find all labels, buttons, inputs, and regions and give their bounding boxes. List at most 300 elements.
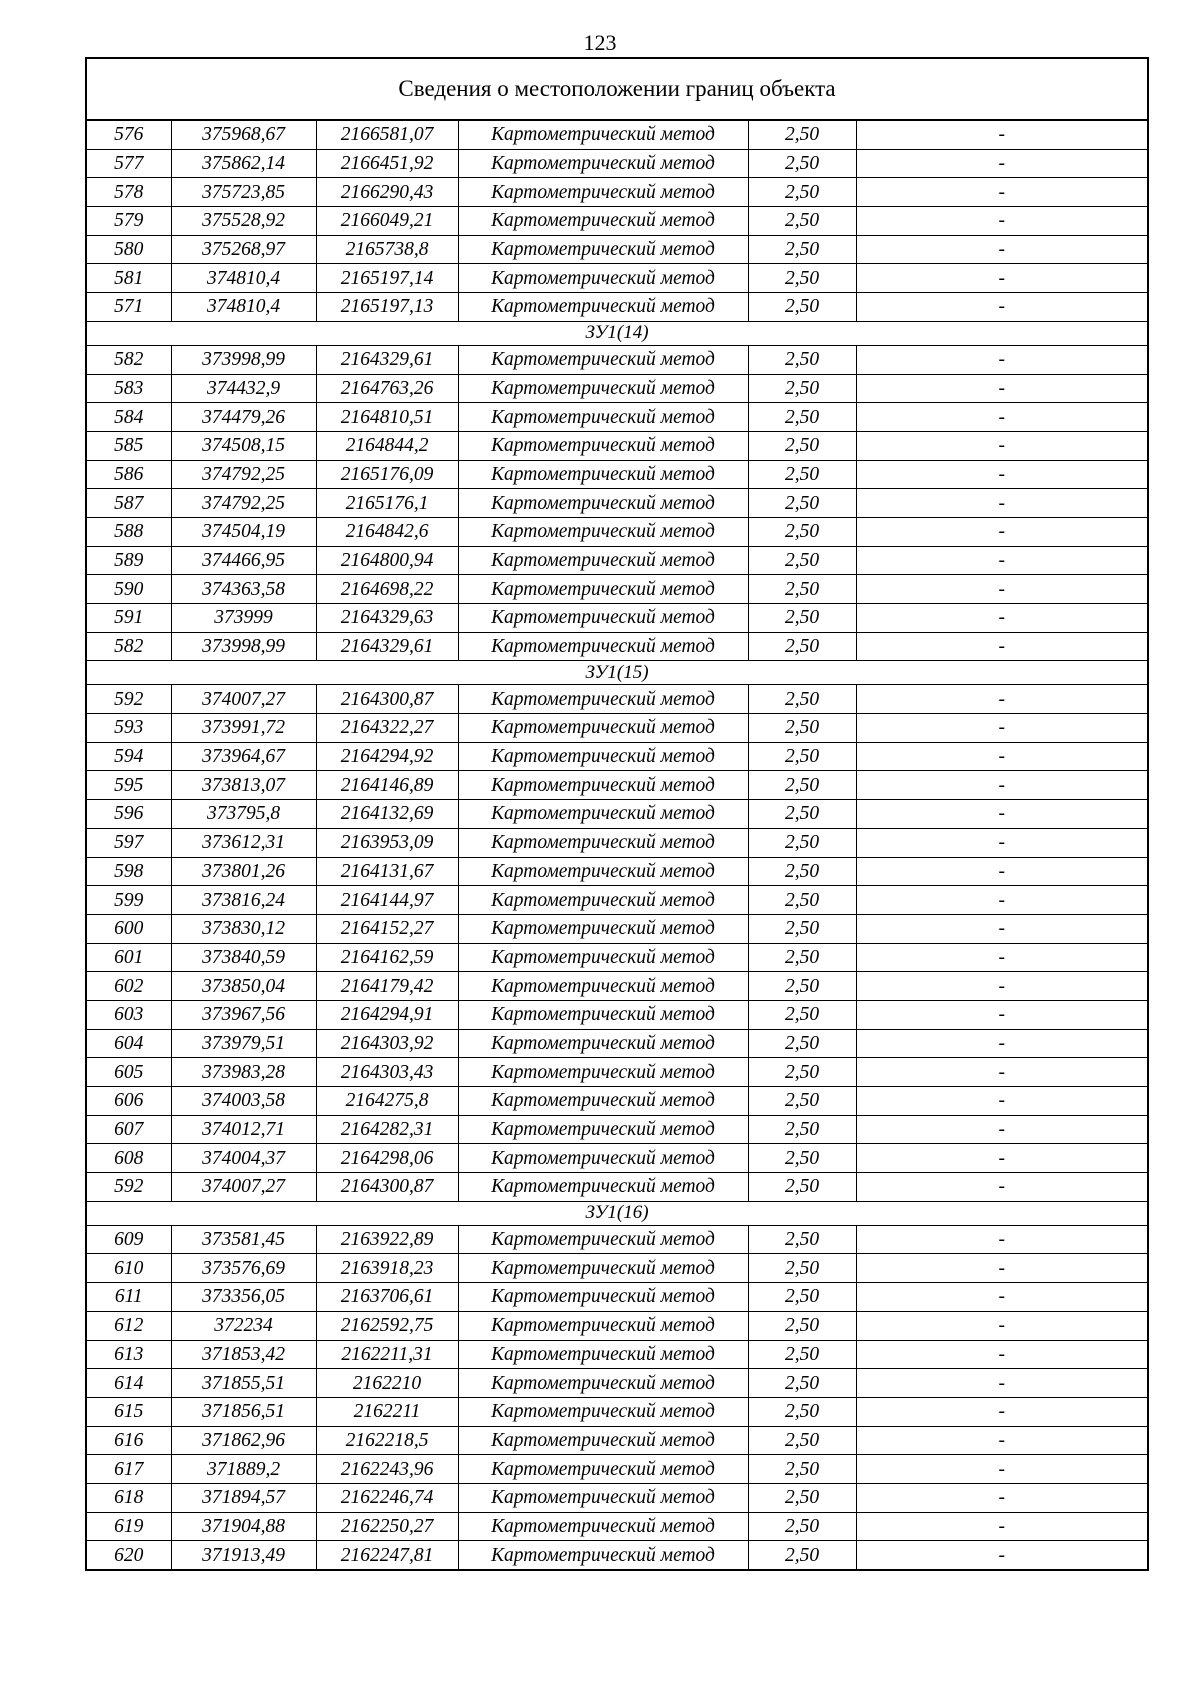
description-cell: - <box>856 972 1148 1001</box>
y-coordinate-cell: 2162211 <box>316 1397 458 1426</box>
method-cell: Картометрический метод <box>458 604 748 633</box>
table-row <box>86 1541 1148 1570</box>
table-row <box>86 1225 1148 1254</box>
table-row <box>86 604 1148 633</box>
x-coordinate-cell: 373795,8 <box>171 800 316 829</box>
description-cell: - <box>856 886 1148 915</box>
point-number-cell: 587 <box>86 489 171 518</box>
group-header-row <box>86 1201 1148 1225</box>
table-row <box>86 914 1148 943</box>
table-row <box>86 374 1148 403</box>
description-cell: - <box>856 1029 1148 1058</box>
y-coordinate-cell: 2163706,61 <box>316 1283 458 1312</box>
accuracy-cell: 2,50 <box>748 857 856 886</box>
point-number-cell: 618 <box>86 1483 171 1512</box>
method-cell: Картометрический метод <box>458 1397 748 1426</box>
y-coordinate-cell: 2162250,27 <box>316 1512 458 1541</box>
table-row <box>86 1000 1148 1029</box>
x-coordinate-cell: 371913,49 <box>171 1541 316 1570</box>
point-number-cell: 597 <box>86 828 171 857</box>
x-coordinate-cell: 371853,42 <box>171 1340 316 1369</box>
y-coordinate-cell: 2164294,92 <box>316 742 458 771</box>
y-coordinate-cell: 2165197,14 <box>316 264 458 293</box>
description-cell: - <box>856 1541 1148 1570</box>
method-cell: Картометрический метод <box>458 207 748 236</box>
point-number-cell: 607 <box>86 1115 171 1144</box>
x-coordinate-cell: 373991,72 <box>171 714 316 743</box>
description-cell: - <box>856 632 1148 661</box>
description-cell: - <box>856 489 1148 518</box>
accuracy-cell: 2,50 <box>748 886 856 915</box>
y-coordinate-cell: 2163953,09 <box>316 828 458 857</box>
accuracy-cell: 2,50 <box>748 1000 856 1029</box>
method-cell: Картометрический метод <box>458 914 748 943</box>
y-coordinate-cell: 2162592,75 <box>316 1311 458 1340</box>
y-coordinate-cell: 2164146,89 <box>316 771 458 800</box>
description-cell: - <box>856 1455 1148 1484</box>
description-cell: - <box>856 1254 1148 1283</box>
description-cell: - <box>856 943 1148 972</box>
y-coordinate-cell: 2164322,27 <box>316 714 458 743</box>
accuracy-cell: 2,50 <box>748 293 856 322</box>
y-coordinate-cell: 2164329,63 <box>316 604 458 633</box>
method-cell: Картометрический метод <box>458 857 748 886</box>
table-row <box>86 1254 1148 1283</box>
point-number-cell: 596 <box>86 800 171 829</box>
y-coordinate-cell: 2162210 <box>316 1369 458 1398</box>
y-coordinate-cell: 2166290,43 <box>316 178 458 207</box>
accuracy-cell: 2,50 <box>748 632 856 661</box>
table-row <box>86 149 1148 178</box>
accuracy-cell: 2,50 <box>748 604 856 633</box>
table-row <box>86 1512 1148 1541</box>
x-coordinate-cell: 375723,85 <box>171 178 316 207</box>
x-coordinate-cell: 373801,26 <box>171 857 316 886</box>
y-coordinate-cell: 2164298,06 <box>316 1144 458 1173</box>
table-row <box>86 1340 1148 1369</box>
description-cell: - <box>856 1144 1148 1173</box>
group-header-row <box>86 321 1148 345</box>
accuracy-cell: 2,50 <box>748 800 856 829</box>
y-coordinate-cell: 2166049,21 <box>316 207 458 236</box>
table-row <box>86 800 1148 829</box>
description-cell: - <box>856 1340 1148 1369</box>
table-row <box>86 943 1148 972</box>
point-number-cell: 606 <box>86 1087 171 1116</box>
accuracy-cell: 2,50 <box>748 1029 856 1058</box>
accuracy-cell: 2,50 <box>748 714 856 743</box>
accuracy-cell: 2,50 <box>748 460 856 489</box>
method-cell: Картометрический метод <box>458 1254 748 1283</box>
table-row <box>86 235 1148 264</box>
method-cell: Картометрический метод <box>458 1029 748 1058</box>
table-row <box>86 460 1148 489</box>
point-number-cell: 583 <box>86 374 171 403</box>
description-cell: - <box>856 1311 1148 1340</box>
method-cell: Картометрический метод <box>458 489 748 518</box>
x-coordinate-cell: 371856,51 <box>171 1397 316 1426</box>
x-coordinate-cell: 375528,92 <box>171 207 316 236</box>
point-number-cell: 584 <box>86 403 171 432</box>
table-row <box>86 1115 1148 1144</box>
table-row <box>86 1455 1148 1484</box>
method-cell: Картометрический метод <box>458 1144 748 1173</box>
accuracy-cell: 2,50 <box>748 1144 856 1173</box>
accuracy-cell: 2,50 <box>748 685 856 714</box>
y-coordinate-cell: 2165197,13 <box>316 293 458 322</box>
accuracy-cell: 2,50 <box>748 546 856 575</box>
x-coordinate-cell: 374003,58 <box>171 1087 316 1116</box>
x-coordinate-cell: 373850,04 <box>171 972 316 1001</box>
method-cell: Картометрический метод <box>458 575 748 604</box>
method-cell: Картометрический метод <box>458 1483 748 1512</box>
y-coordinate-cell: 2165176,1 <box>316 489 458 518</box>
table-row <box>86 403 1148 432</box>
point-number-cell: 613 <box>86 1340 171 1369</box>
accuracy-cell: 2,50 <box>748 1115 856 1144</box>
table-row <box>86 1369 1148 1398</box>
table-title: Сведения о местоположении границ объекта <box>86 58 1148 120</box>
table-row <box>86 1483 1148 1512</box>
description-cell: - <box>856 1000 1148 1029</box>
x-coordinate-cell: 374479,26 <box>171 403 316 432</box>
y-coordinate-cell: 2164763,26 <box>316 374 458 403</box>
point-number-cell: 585 <box>86 431 171 460</box>
x-coordinate-cell: 373612,31 <box>171 828 316 857</box>
y-coordinate-cell: 2164282,31 <box>316 1115 458 1144</box>
accuracy-cell: 2,50 <box>748 1173 856 1202</box>
accuracy-cell: 2,50 <box>748 235 856 264</box>
method-cell: Картометрический метод <box>458 1455 748 1484</box>
description-cell: - <box>856 1512 1148 1541</box>
x-coordinate-cell: 374810,4 <box>171 293 316 322</box>
method-cell: Картометрический метод <box>458 1283 748 1312</box>
method-cell: Картометрический метод <box>458 345 748 374</box>
description-cell: - <box>856 1369 1148 1398</box>
method-cell: Картометрический метод <box>458 431 748 460</box>
accuracy-cell: 2,50 <box>748 374 856 403</box>
x-coordinate-cell: 374466,95 <box>171 546 316 575</box>
point-number-cell: 578 <box>86 178 171 207</box>
method-cell: Картометрический метод <box>458 120 748 149</box>
x-coordinate-cell: 373576,69 <box>171 1254 316 1283</box>
point-number-cell: 611 <box>86 1283 171 1312</box>
y-coordinate-cell: 2162247,81 <box>316 1541 458 1570</box>
point-number-cell: 602 <box>86 972 171 1001</box>
description-cell: - <box>856 742 1148 771</box>
group-header-row <box>86 661 1148 685</box>
y-coordinate-cell: 2165176,09 <box>316 460 458 489</box>
point-number-cell: 594 <box>86 742 171 771</box>
method-cell: Картометрический метод <box>458 886 748 915</box>
y-coordinate-cell: 2164844,2 <box>316 431 458 460</box>
x-coordinate-cell: 373816,24 <box>171 886 316 915</box>
point-number-cell: 619 <box>86 1512 171 1541</box>
point-number-cell: 617 <box>86 1455 171 1484</box>
method-cell: Картометрический метод <box>458 1311 748 1340</box>
point-number-cell: 598 <box>86 857 171 886</box>
point-number-cell: 576 <box>86 120 171 149</box>
method-cell: Картометрический метод <box>458 972 748 1001</box>
y-coordinate-cell: 2166451,92 <box>316 149 458 178</box>
table-body <box>86 120 1148 1570</box>
description-cell: - <box>856 1426 1148 1455</box>
accuracy-cell: 2,50 <box>748 178 856 207</box>
table-row <box>86 489 1148 518</box>
description-cell: - <box>856 345 1148 374</box>
point-number-cell: 604 <box>86 1029 171 1058</box>
point-number-cell: 577 <box>86 149 171 178</box>
accuracy-cell: 2,50 <box>748 1397 856 1426</box>
accuracy-cell: 2,50 <box>748 1369 856 1398</box>
x-coordinate-cell: 375862,14 <box>171 149 316 178</box>
point-number-cell: 600 <box>86 914 171 943</box>
table-row <box>86 546 1148 575</box>
point-number-cell: 601 <box>86 943 171 972</box>
description-cell: - <box>856 460 1148 489</box>
table-row <box>86 886 1148 915</box>
description-cell: - <box>856 1058 1148 1087</box>
method-cell: Картометрический метод <box>458 1512 748 1541</box>
accuracy-cell: 2,50 <box>748 149 856 178</box>
method-cell: Картометрический метод <box>458 1426 748 1455</box>
description-cell: - <box>856 1087 1148 1116</box>
description-cell: - <box>856 264 1148 293</box>
point-number-cell: 615 <box>86 1397 171 1426</box>
method-cell: Картометрический метод <box>458 1369 748 1398</box>
table-row <box>86 1058 1148 1087</box>
method-cell: Картометрический метод <box>458 685 748 714</box>
x-coordinate-cell: 374508,15 <box>171 431 316 460</box>
table-row <box>86 1144 1148 1173</box>
accuracy-cell: 2,50 <box>748 489 856 518</box>
table-row <box>86 1087 1148 1116</box>
x-coordinate-cell: 375268,97 <box>171 235 316 264</box>
y-coordinate-cell: 2164179,42 <box>316 972 458 1001</box>
table-row <box>86 972 1148 1001</box>
y-coordinate-cell: 2164300,87 <box>316 1173 458 1202</box>
table-row <box>86 178 1148 207</box>
point-number-cell: 582 <box>86 632 171 661</box>
method-cell: Картометрический метод <box>458 771 748 800</box>
method-cell: Картометрический метод <box>458 1541 748 1570</box>
description-cell: - <box>856 857 1148 886</box>
y-coordinate-cell: 2164300,87 <box>316 685 458 714</box>
y-coordinate-cell: 2162218,5 <box>316 1426 458 1455</box>
table-title-row <box>86 58 1148 120</box>
method-cell: Картометрический метод <box>458 149 748 178</box>
y-coordinate-cell: 2164329,61 <box>316 632 458 661</box>
description-cell: - <box>856 1115 1148 1144</box>
y-coordinate-cell: 2164698,22 <box>316 575 458 604</box>
y-coordinate-cell: 2164132,69 <box>316 800 458 829</box>
accuracy-cell: 2,50 <box>748 431 856 460</box>
x-coordinate-cell: 373581,45 <box>171 1225 316 1254</box>
x-coordinate-cell: 373356,05 <box>171 1283 316 1312</box>
boundary-table-container <box>85 57 1147 1571</box>
table-row <box>86 575 1148 604</box>
y-coordinate-cell: 2164144,97 <box>316 886 458 915</box>
point-number-cell: 603 <box>86 1000 171 1029</box>
accuracy-cell: 2,50 <box>748 943 856 972</box>
x-coordinate-cell: 375968,67 <box>171 120 316 149</box>
description-cell: - <box>856 149 1148 178</box>
x-coordinate-cell: 371855,51 <box>171 1369 316 1398</box>
method-cell: Картометрический метод <box>458 517 748 546</box>
method-cell: Картометрический метод <box>458 742 748 771</box>
accuracy-cell: 2,50 <box>748 1483 856 1512</box>
accuracy-cell: 2,50 <box>748 1311 856 1340</box>
x-coordinate-cell: 374432,9 <box>171 374 316 403</box>
point-number-cell: 616 <box>86 1426 171 1455</box>
group-header: ЗУ1(14) <box>86 321 1148 345</box>
table-row <box>86 517 1148 546</box>
table-row <box>86 828 1148 857</box>
x-coordinate-cell: 374363,58 <box>171 575 316 604</box>
point-number-cell: 610 <box>86 1254 171 1283</box>
y-coordinate-cell: 2164131,67 <box>316 857 458 886</box>
description-cell: - <box>856 546 1148 575</box>
y-coordinate-cell: 2163918,23 <box>316 1254 458 1283</box>
method-cell: Картометрический метод <box>458 1058 748 1087</box>
table-row <box>86 685 1148 714</box>
point-number-cell: 582 <box>86 345 171 374</box>
point-number-cell: 592 <box>86 1173 171 1202</box>
accuracy-cell: 2,50 <box>748 264 856 293</box>
accuracy-cell: 2,50 <box>748 1254 856 1283</box>
accuracy-cell: 2,50 <box>748 1512 856 1541</box>
description-cell: - <box>856 374 1148 403</box>
point-number-cell: 614 <box>86 1369 171 1398</box>
y-coordinate-cell: 2164842,6 <box>316 517 458 546</box>
y-coordinate-cell: 2164303,43 <box>316 1058 458 1087</box>
x-coordinate-cell: 373813,07 <box>171 771 316 800</box>
point-number-cell: 589 <box>86 546 171 575</box>
table-row <box>86 1426 1148 1455</box>
description-cell: - <box>856 1283 1148 1312</box>
x-coordinate-cell: 374504,19 <box>171 517 316 546</box>
accuracy-cell: 2,50 <box>748 207 856 236</box>
method-cell: Картометрический метод <box>458 632 748 661</box>
boundary-table <box>85 57 1149 1571</box>
description-cell: - <box>856 1397 1148 1426</box>
description-cell: - <box>856 604 1148 633</box>
x-coordinate-cell: 373967,56 <box>171 1000 316 1029</box>
x-coordinate-cell: 374012,71 <box>171 1115 316 1144</box>
table-row <box>86 1283 1148 1312</box>
y-coordinate-cell: 2164275,8 <box>316 1087 458 1116</box>
description-cell: - <box>856 714 1148 743</box>
x-coordinate-cell: 373998,99 <box>171 345 316 374</box>
x-coordinate-cell: 372234 <box>171 1311 316 1340</box>
table-row <box>86 431 1148 460</box>
table-row <box>86 1311 1148 1340</box>
table-row <box>86 264 1148 293</box>
accuracy-cell: 2,50 <box>748 914 856 943</box>
method-cell: Картометрический метод <box>458 403 748 432</box>
y-coordinate-cell: 2164294,91 <box>316 1000 458 1029</box>
x-coordinate-cell: 373979,51 <box>171 1029 316 1058</box>
x-coordinate-cell: 371904,88 <box>171 1512 316 1541</box>
description-cell: - <box>856 828 1148 857</box>
description-cell: - <box>856 207 1148 236</box>
accuracy-cell: 2,50 <box>748 120 856 149</box>
y-coordinate-cell: 2164800,94 <box>316 546 458 575</box>
point-number-cell: 605 <box>86 1058 171 1087</box>
y-coordinate-cell: 2164329,61 <box>316 345 458 374</box>
point-number-cell: 595 <box>86 771 171 800</box>
x-coordinate-cell: 374007,27 <box>171 1173 316 1202</box>
point-number-cell: 591 <box>86 604 171 633</box>
x-coordinate-cell: 371862,96 <box>171 1426 316 1455</box>
description-cell: - <box>856 120 1148 149</box>
y-coordinate-cell: 2163922,89 <box>316 1225 458 1254</box>
description-cell: - <box>856 517 1148 546</box>
table-row <box>86 632 1148 661</box>
method-cell: Картометрический метод <box>458 460 748 489</box>
group-header: ЗУ1(16) <box>86 1201 1148 1225</box>
y-coordinate-cell: 2162243,96 <box>316 1455 458 1484</box>
x-coordinate-cell: 374007,27 <box>171 685 316 714</box>
point-number-cell: 593 <box>86 714 171 743</box>
y-coordinate-cell: 2165738,8 <box>316 235 458 264</box>
y-coordinate-cell: 2164303,92 <box>316 1029 458 1058</box>
point-number-cell: 579 <box>86 207 171 236</box>
x-coordinate-cell: 371889,2 <box>171 1455 316 1484</box>
method-cell: Картометрический метод <box>458 293 748 322</box>
description-cell: - <box>856 1225 1148 1254</box>
y-coordinate-cell: 2164810,51 <box>316 403 458 432</box>
table-row <box>86 1029 1148 1058</box>
accuracy-cell: 2,50 <box>748 972 856 1001</box>
method-cell: Картометрический метод <box>458 1000 748 1029</box>
x-coordinate-cell: 373830,12 <box>171 914 316 943</box>
method-cell: Картометрический метод <box>458 828 748 857</box>
y-coordinate-cell: 2164162,59 <box>316 943 458 972</box>
method-cell: Картометрический метод <box>458 1340 748 1369</box>
point-number-cell: 592 <box>86 685 171 714</box>
description-cell: - <box>856 771 1148 800</box>
accuracy-cell: 2,50 <box>748 345 856 374</box>
description-cell: - <box>856 403 1148 432</box>
description-cell: - <box>856 235 1148 264</box>
y-coordinate-cell: 2162211,31 <box>316 1340 458 1369</box>
x-coordinate-cell: 374792,25 <box>171 460 316 489</box>
method-cell: Картометрический метод <box>458 178 748 207</box>
description-cell: - <box>856 293 1148 322</box>
point-number-cell: 588 <box>86 517 171 546</box>
accuracy-cell: 2,50 <box>748 1426 856 1455</box>
point-number-cell: 608 <box>86 1144 171 1173</box>
table-row <box>86 1173 1148 1202</box>
table-row <box>86 1397 1148 1426</box>
table-row <box>86 345 1148 374</box>
accuracy-cell: 2,50 <box>748 742 856 771</box>
x-coordinate-cell: 374810,4 <box>171 264 316 293</box>
method-cell: Картометрический метод <box>458 943 748 972</box>
table-row <box>86 857 1148 886</box>
accuracy-cell: 2,50 <box>748 1455 856 1484</box>
point-number-cell: 609 <box>86 1225 171 1254</box>
accuracy-cell: 2,50 <box>748 1225 856 1254</box>
table-row <box>86 293 1148 322</box>
point-number-cell: 620 <box>86 1541 171 1570</box>
accuracy-cell: 2,50 <box>748 575 856 604</box>
table-row <box>86 120 1148 149</box>
method-cell: Картометрический метод <box>458 1087 748 1116</box>
group-header: ЗУ1(15) <box>86 661 1148 685</box>
x-coordinate-cell: 374792,25 <box>171 489 316 518</box>
